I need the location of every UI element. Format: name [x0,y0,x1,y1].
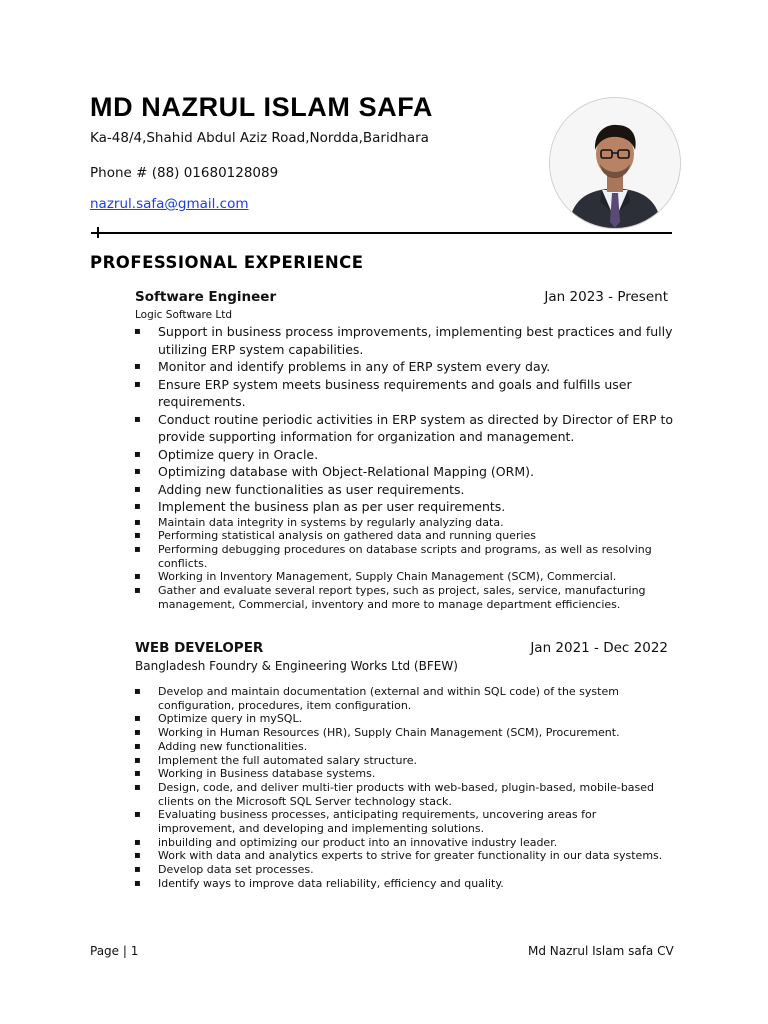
bullet-icon: ▪ [134,686,141,697]
bullet-icon: ▪ [134,361,141,372]
bullet-icon: ▪ [134,516,141,528]
company-name: Logic Software Ltd [135,309,233,321]
bullet-icon: ▪ [134,466,141,477]
job-entry-software-engineer [135,289,675,611]
list-item: ▪ Adding new functionalities as user requirements. [134,481,465,497]
bullet-icon: ▪ [134,864,141,876]
page-number: Page | 1 [90,944,139,958]
section-heading-experience: PROFESSIONAL EXPERIENCE [90,253,364,272]
bullet-icon: ▪ [134,768,141,780]
bullet-icon: ▪ [134,713,141,725]
list-item: ▪ Support in business process improvements, implementing best practices and fully utilizing ERP system capabilities. [134,324,673,357]
list-item: ▪ Identify ways to improve data reliability, efficiency and quality. [134,876,504,890]
address: Ka-48/4,Shahid Abdul Aziz Road,Nordda,Baridhara [90,130,429,146]
job-title: Software Engineer [135,289,277,305]
job-dates: Jan 2021 - Dec 2022 [530,640,668,656]
job-title: WEB DEVELOPER [135,640,264,656]
bullet-icon: ▪ [134,585,141,597]
list-item: ▪ Working in Inventory Management, Supply Chain Management (SCM), Commercial. [134,570,617,584]
candidate-name: MD NAZRUL ISLAM SAFA [90,92,433,122]
list-item: ▪ Implement the business plan as per user requirements. [134,499,506,514]
bullet-icon: ▪ [134,727,141,739]
list-item: ▪ Monitor and identify problems in any of ERP system every day. [134,359,551,374]
bullet-icon: ▪ [134,543,141,555]
bullet-icon: ▪ [134,448,141,460]
list-item: ▪ Optimize query in mySQL. [134,712,303,726]
bullet-icon: ▪ [134,740,141,752]
bullet-icon: ▪ [134,326,141,337]
bullet-icon: ▪ [134,530,141,542]
bullet-icon: ▪ [134,754,141,766]
bullet-icon: ▪ [134,571,141,583]
list-item: ▪ Optimize query in Oracle. [134,446,319,462]
list-item: ▪ Conduct routine periodic activities in ERP system as directed by Director of ERP to provide supporting information for organization and management. [134,411,674,444]
divider-tick [97,227,99,238]
list-item: ▪ Adding new functionalities. [134,739,308,753]
list-item: ▪ Develop and maintain documentation (external and within SQL code) of the system configuration, procedures, item configuration. [134,685,619,712]
list-item: ▪ Develop data set processes. [134,863,314,877]
list-item: ▪ Performing debugging procedures on database scripts and programs, as well as resolving conflicts. [134,542,652,570]
bullet-icon: ▪ [134,413,141,425]
email-link[interactable]: nazrul.safa@gmail.com [90,196,249,212]
bullet-icon: ▪ [134,501,141,512]
bullet-icon: ▪ [134,483,141,495]
job-dates: Jan 2023 - Present [544,289,668,305]
bullet-icon: ▪ [134,877,141,889]
list-item: ▪ Ensure ERP system meets business requirements and goals and fulfills user requirements. [134,376,632,409]
responsibility-list [135,323,675,611]
profile-photo [549,97,681,229]
bullet-icon: ▪ [134,781,141,793]
portrait-illustration [550,98,680,228]
company-name: Bangladesh Foundry & Engineering Works Ltd (BFEW) [135,659,458,673]
list-item: ▪ Performing statistical analysis on gathered data and running queries [134,529,537,543]
bullet-icon: ▪ [134,836,141,848]
list-item: ▪ Implement the full automated salary structure. [134,753,418,767]
bullet-icon: ▪ [134,809,141,821]
list-item: ▪ Design, code, and deliver multi-tier products with web-based, plugin-based, mobile-based clients on the Microsoft SQL Server technology stack. [134,780,655,808]
list-item: ▪ Working in Human Resources (HR), Supply Chain Management (SCM), Procurement. [134,726,620,740]
header-divider [91,232,672,234]
list-item: ▪ Working in Business database systems. [134,767,376,781]
list-item: ▪ Work with data and analytics experts to strive for greater functionality in our data systems. [134,849,663,863]
list-item: ▪ Evaluating business processes, anticipating requirements, uncovering areas for improvement, and developing and implementing solutions. [134,808,597,836]
job-entry-web-developer [135,640,675,891]
list-item: ▪ Optimizing database with Object-Relational Mapping (ORM). [134,464,534,479]
footer-document-label: Md Nazrul Islam safa CV [528,944,674,958]
bullet-icon: ▪ [134,850,141,862]
list-item: ▪ inbuilding and optimizing our product into an innovative industry leader. [134,835,558,849]
list-item: ▪ Maintain data integrity in systems by regularly analyzing data. [134,515,504,529]
phone-number: Phone # (88) 01680128089 [90,165,279,181]
bullet-icon: ▪ [134,378,141,390]
list-item: ▪ Gather and evaluate several report types, such as project, sales, service, manufacturing management, Commercial, inventory and more to manage department efficiencies. [134,584,646,611]
responsibility-list [135,685,675,891]
